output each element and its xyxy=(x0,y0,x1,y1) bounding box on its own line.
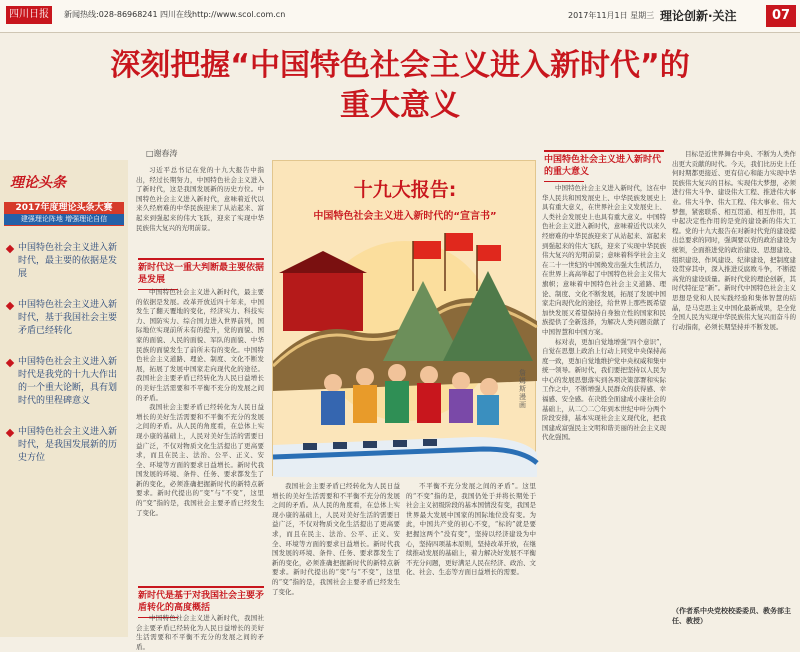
section1-paragraph-repeat: 我国社会主要矛盾已经转化为人民日益增长的美好生活需要和不平衡不充分的发展之间的矛盾。从人民的角度看，在总体上实现小康的基础上，人民对美好生活的需要日益广泛，不仅对物质文化生活提出了更高要求，而且在民主、法治、公平、正义、安全、环境等方面的要求日益增长。新时代我国发展的环境、条件、任务、要求都发生了新的变化，必须准确把握新时代的新特点新要求。新时代提出的“变”与“不变”，这里的“变”指的是，我国社会主要矛盾已经发生了变化。 xyxy=(136,403,264,517)
poster-subtitle: 中国特色社会主义进入新时代的“宣言书” xyxy=(313,211,497,222)
section2-heading: 中国特色社会主义进入新时代的重大意义 xyxy=(544,150,664,182)
poster-credit: 詹姆斯漫画 xyxy=(519,369,526,409)
sidebar-brand-title: 理论头条 xyxy=(10,175,66,191)
website-link[interactable]: 四川在线http://www.scol.com.cn xyxy=(160,10,286,19)
issue-date: 2017年11月1日 星期三 xyxy=(568,11,655,20)
section1-heading: 新时代这一重大判断最主要依据是发展 xyxy=(138,258,264,290)
byline: □谢春涛 xyxy=(146,149,178,158)
headline-line2: 重大意义 xyxy=(340,88,460,123)
newspaper-logo: 四川日报 xyxy=(6,6,52,24)
contest-banner-title: 2017年度理论头条大赛 xyxy=(15,203,113,213)
column-5-paragraph-2: 标对表，更加自觉地增强“四个意识”，自觉在思想上政治上行动上同党中央保持高度一致，更加自觉地维护党中央权威和集中统一领导。新时代，我们要把坚持以人民为中心的发展思想落实到各项决策部署和实际工作之中，不断增强人民群众的获得感、幸福感、安全感。在决胜全面建成小康社会的基础上，从二〇二〇年到本世纪中叶分两个阶段安排，基本实现社会主义现代化，把我国建成富强民主文明和谐美丽的社会主义现代化强国。 xyxy=(542,337,666,442)
column-3 xyxy=(272,482,400,636)
bottom-left-paragraph: 中国特色社会主义进入新时代，我国社会主要矛盾已经转化为人民日益增长的美好生活需要和不平衡不充分的发展之间的矛盾。 xyxy=(136,614,264,651)
sidebar-brand xyxy=(6,170,122,196)
sidebar xyxy=(0,160,128,637)
column-6-paragraph: 目标是近世界舞台中央、不断为人类作出更大贡献的时代。今天，我们比历史上任何时期都更接近、更有信心和能力实现中华民族伟大复兴的目标。实现伟大梦想，必须进行伟大斗争、建设伟大工程、推进伟大事业。伟大斗争、伟大工程、伟大事业、伟大梦想，紧密联系、相互贯通、相互作用，其中起决定性作用的是党的建设新的伟大工程。党的十九大报告在对新时代党的建设提出总要求的同时，强调要以党的政治建设为统领，全面推进党的政治建设、思想建设、组织建设、作风建设、纪律建设，把制度建设贯穿其中，深入推进反腐败斗争，不断提高党的建设质量。新时代党的理论创新，其时代特征是“新”。新时代中国特色社会主义思想是党和人民实践经验和集体智慧的结晶，是马克思主义中国化最新成果，是全党全国人民为实现中华民族伟大复兴而奋斗的行动指南，必须长期坚持并不断发展。 xyxy=(672,150,796,331)
masthead xyxy=(0,0,800,33)
sidebar-bottom-heading: 新时代是基于对我国社会主要矛盾转化的高度概括 xyxy=(138,586,264,618)
section1-paragraph: 中国特色社会主义进入新时代，最主要的依据是发展。改革开放近四十年来，中国发生了翻天覆地的变化，经济实力、科技实力、国防实力、综合国力进入世界前列，国际地位实现前所未有的提升，党的面貌、国家的面貌、人民的面貌、军队的面貌、中华民族的面貌发生了前所未有的变化。中国特色社会主义道路、理论、制度、文化不断发展，拓展了发展中国家走向现代化的途径。我国社会主要矛盾已经转化为人民日益增长的美好生活需要和不平衡不充分的发展之间的矛盾。 xyxy=(136,288,264,402)
column-4 xyxy=(406,482,536,636)
author-note: （作者系中央党校校委委员、教务部主任、教授） xyxy=(672,607,791,625)
headline-line1: 深刻把握“中国特色社会主义进入新时代”的 xyxy=(110,48,690,83)
column-6 xyxy=(672,150,796,602)
poster-illustration xyxy=(272,160,536,476)
sidebar-list xyxy=(6,242,124,483)
page-number: 07 xyxy=(766,5,796,27)
sidebar-item: 中国特色社会主义进入新时代是我党的十九大作出的一个重大论断，具有划时代的里程碑意义 xyxy=(6,356,124,408)
sidebar-item: 中国特色社会主义进入新时代，基于我国社会主要矛盾已经转化 xyxy=(6,299,124,338)
intro-column xyxy=(136,166,264,256)
section1-column xyxy=(136,288,264,572)
contest-banner xyxy=(4,202,124,226)
sidebar-item: 中国特色社会主义进入新时代，是我国发展新的历史方位 xyxy=(6,426,124,465)
column-3-paragraph: 我国社会主要矛盾已经转化为人民日益增长的美好生活需要和不平衡不充分的发展之间的矛盾。从人民的角度看，在总体上实现小康的基础上，人民对美好生活的需要日益广泛，不仅对物质文化生活提出了更高要求，而且在民主、法治、公平、正义、安全、环境等方面的要求日益增长。新时代我国发展的环境、条件、任务、要求都发生了新的变化，必须准确把握新时代的新特点新要求。新时代提出的“变”与“不变”，这里的“变”指的是，我国社会主要矛盾已经发生了变化。 xyxy=(272,482,400,596)
contest-banner-subtitle: 建强理论阵地 增强理论自信 xyxy=(4,214,124,225)
column-5 xyxy=(542,184,666,636)
intro-paragraph: 习近平总书记在党的十九大报告中指出，经过长期努力，中国特色社会主义进入了新时代，这是我国发展新的历史方位。中国特色社会主义进入新时代，意味着近代以来久经磨难的中华民族迎来了从站起来、富起来到强起来的伟大飞跃，迎来了实现中华民族伟大复兴的光明前景。 xyxy=(136,166,264,232)
column-4-paragraph: 不平衡不充分发展之间的矛盾”。这里的“不变”指的是，我国仍处于并将长期处于社会主义初级阶段的基本国情没有变，我国是世界最大发展中国家的国际地位没有变。为此，中国共产党的初心不变，“标的”就是要把握这两个“没有变”，坚持以经济建设为中心，坚持四项基本原则，坚持改革开放，在继续推动发展的基础上，着力解决好发展不平衡不充分问题，更好满足人民在经济、政治、文化、社会、生态等方面日益增长的需要。 xyxy=(406,482,536,577)
sidebar-item: 中国特色社会主义进入新时代，最主要的依据是发展 xyxy=(6,242,124,281)
headline xyxy=(0,46,800,126)
column-5-paragraph: 中国特色社会主义进入新时代，这在中华人民共和国发展史上、中华民族发展史上具有重大意义，在世界社会主义发展史上、人类社会发展史上也具有重大意义。中国特色社会主义进入新时代，意味着近代以来久经磨难的中华民族迎来了从站起来、富起来到强起来的伟大飞跃，迎来了实现中华民族伟大复兴的光明前景；意味着科学社会主义在二十一世纪的中国焕发出强大生机活力，在世界上高高举起了中国特色社会主义伟大旗帜；意味着中国特色社会主义道路、理论、制度、文化不断发展，拓展了发展中国家走向现代化的途径，给世界上那些既希望加快发展又希望保持自身独立性的国家和民族提供了全新选择，为解决人类问题贡献了中国智慧和中国方案。 xyxy=(542,184,666,336)
news-hotline: 新闻热线:028-86968241 xyxy=(64,10,158,19)
section-name: 理论创新·关注 xyxy=(660,9,737,23)
bottom-left-column xyxy=(136,614,264,651)
poster-title: 十九大报告: xyxy=(353,179,457,201)
